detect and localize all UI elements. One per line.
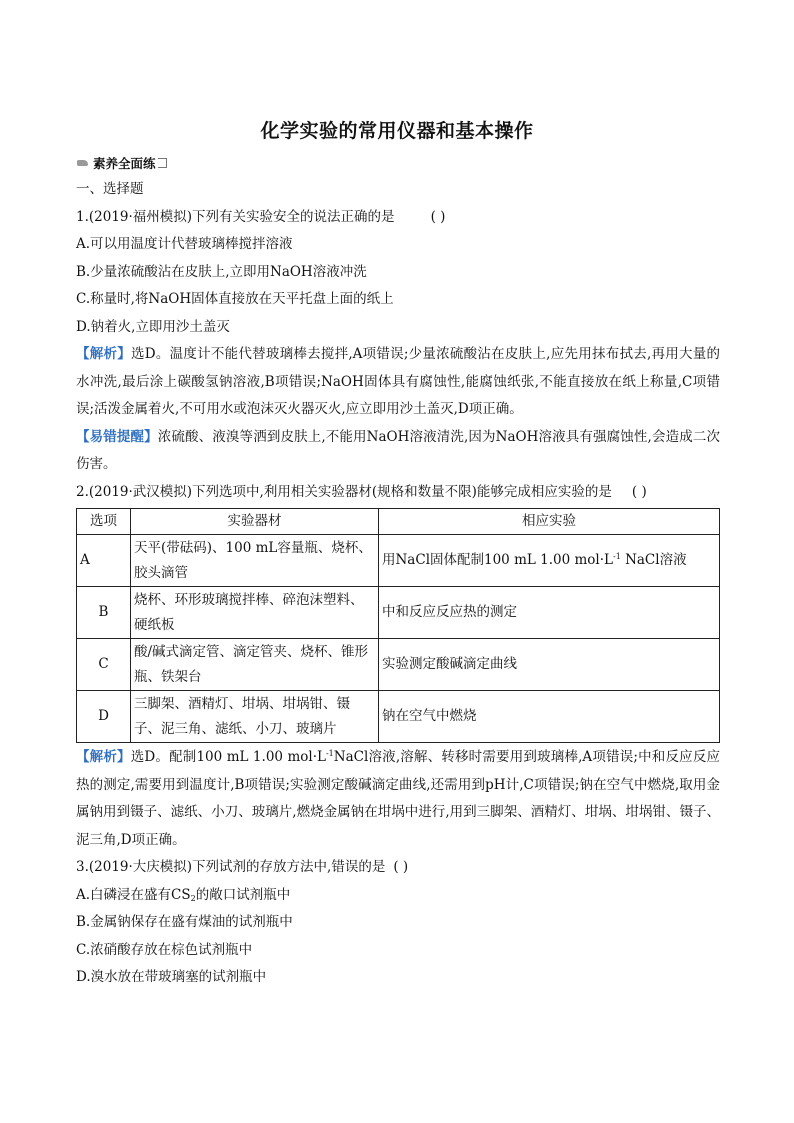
pen-icon bbox=[76, 158, 90, 168]
q2-analysis bbox=[76, 744, 720, 854]
q1-option-a: A.可以用温度计代替玻璃棒搅拌溶液 bbox=[76, 236, 293, 252]
q1-option-d: D.钠着火,立即用沙土盖灭 bbox=[76, 318, 230, 335]
q3-option-d: D.溴水放在带玻璃塞的试剂瓶中 bbox=[76, 969, 267, 985]
section-badge bbox=[76, 155, 167, 171]
table-cell-experiment: 中和反应反应热的测定 bbox=[379, 587, 720, 639]
q2-table bbox=[76, 508, 720, 743]
exp-text: NaCl溶液 bbox=[620, 552, 687, 568]
badge-tail-icon bbox=[158, 158, 167, 168]
q3-option-a-text: 的敞口试剂瓶中 bbox=[195, 886, 291, 903]
q2-analysis-text: NaCl溶液,溶解、转移时需要用到玻璃棒,A项错误;中和反应反应热的测定,需要用到温度计,B项错误;实验测定酸碱滴定曲线,还需用到pH计,C项错误;钠在空气中燃烧,取用金属钠用到镊子、滤纸、小刀、玻璃片,燃烧金属钠在坩埚中进行,用到三脚架、酒精灯、坩埚、坩埚钳、镊子、泥三角,D项正确。 bbox=[76, 749, 721, 848]
q2-stem bbox=[76, 479, 720, 507]
q3-stem bbox=[76, 854, 720, 882]
q1-option-c: C.称量时,将NaOH固体直接放在天平托盘上面的纸上 bbox=[76, 291, 394, 307]
q2-analysis-tag: 【解析】 bbox=[76, 749, 131, 765]
exp-sup: -1 bbox=[612, 552, 621, 561]
q1-stem bbox=[76, 204, 720, 232]
table-header-cell: 实验器材 bbox=[131, 509, 379, 535]
table-header-row bbox=[77, 509, 720, 535]
table-cell-equipment: 三脚架、酒精灯、坩埚、坩埚钳、镊子、泥三角、滤纸、小刀、玻璃片 bbox=[131, 691, 379, 743]
q3-option-a-sub: 2 bbox=[190, 893, 196, 903]
q1-answer-paren: ( ) bbox=[430, 208, 446, 225]
q3-option-a-text: A.白磷浸在盛有CS bbox=[76, 886, 191, 903]
table-row bbox=[77, 639, 720, 691]
table-cell-experiment bbox=[379, 535, 720, 587]
q2-answer-paren: ( ) bbox=[631, 483, 647, 500]
page-title: 化学实验的常用仪器和基本操作 bbox=[260, 120, 534, 142]
q1-analysis-tag: 【解析】 bbox=[76, 346, 131, 362]
q3-option-b: B.金属钠保存在盛有煤油的试剂瓶中 bbox=[76, 914, 293, 930]
table-cell-experiment: 实验测定酸碱滴定曲线 bbox=[379, 639, 720, 691]
table-header-cell: 选项 bbox=[77, 509, 131, 535]
q1-option-b: B.少量浓硫酸沾在皮肤上,立即用NaOH溶液冲洗 bbox=[76, 263, 367, 280]
table-cell-option: B bbox=[77, 587, 131, 639]
table-row bbox=[77, 587, 720, 639]
table-cell-experiment: 钠在空气中燃烧 bbox=[379, 691, 720, 743]
q3-answer-paren: ( ) bbox=[393, 859, 409, 875]
q1-stem-text: 1.(2019·福州模拟)下列有关实验安全的说法正确的是 bbox=[76, 208, 395, 225]
q1-tip-tag: 【易错提醒】 bbox=[76, 428, 158, 445]
table-row bbox=[77, 535, 720, 587]
q1-tip bbox=[76, 424, 720, 479]
q1-tip-text: 浓硫酸、液溴等洒到皮肤上,不能用NaOH溶液清洗,因为NaOH溶液具有强腐蚀性,会造成二次伤害。 bbox=[76, 428, 720, 472]
section-badge-label: 素养全面练 bbox=[93, 156, 156, 171]
q2-analysis-text: 选D。配制100 mL 1.00 mol·L bbox=[130, 749, 326, 765]
q2-analysis-sup: -1 bbox=[325, 749, 334, 758]
table-cell-equipment: 天平(带砝码)、100 mL容量瓶、烧杯、胶头滴管 bbox=[131, 535, 379, 587]
table-cell-equipment: 酸/碱式滴定管、滴定管夹、烧杯、锥形瓶、铁架台 bbox=[131, 639, 379, 691]
section-heading: 一、选择题 bbox=[76, 181, 144, 197]
content bbox=[76, 176, 720, 992]
table-cell-option: A bbox=[77, 535, 131, 587]
q3-option-c: C.浓硝酸存放在棕色试剂瓶中 bbox=[76, 941, 253, 958]
q3-option-a bbox=[76, 882, 720, 910]
q3-stem-text: 3.(2019·大庆模拟)下列试剂的存放方法中,错误的是 bbox=[76, 859, 386, 875]
exp-text: 用NaCl固体配制100 mL 1.00 mol·L bbox=[382, 552, 613, 568]
table-row bbox=[77, 691, 720, 743]
q1-analysis-text: 选D。温度计不能代替玻璃棒去搅拌,A项错误;少量浓硫酸沾在皮肤上,应先用抹布拭去,再用大量的水冲洗,最后涂上碳酸氢钠溶液,B项错误;NaOH固体具有腐蚀性,能腐蚀纸张,不能直接放在纸上称量,C项错误;活泼金属着火,不可用水或泡沫灭火器灭火,应立即用沙土盖灭,D项正确。 bbox=[76, 346, 720, 417]
table-header-cell: 相应实验 bbox=[379, 509, 720, 535]
q2-stem-text: 2.(2019·武汉模拟)下列选项中,利用相关实验器材(规格和数量不限)能够完成相应实验的是 bbox=[76, 483, 612, 500]
table-cell-option: C bbox=[77, 639, 131, 691]
q1-analysis bbox=[76, 341, 720, 424]
table-cell-equipment: 烧杯、环形玻璃搅拌棒、碎泡沫塑料、硬纸板 bbox=[131, 587, 379, 639]
table-cell-option: D bbox=[77, 691, 131, 743]
